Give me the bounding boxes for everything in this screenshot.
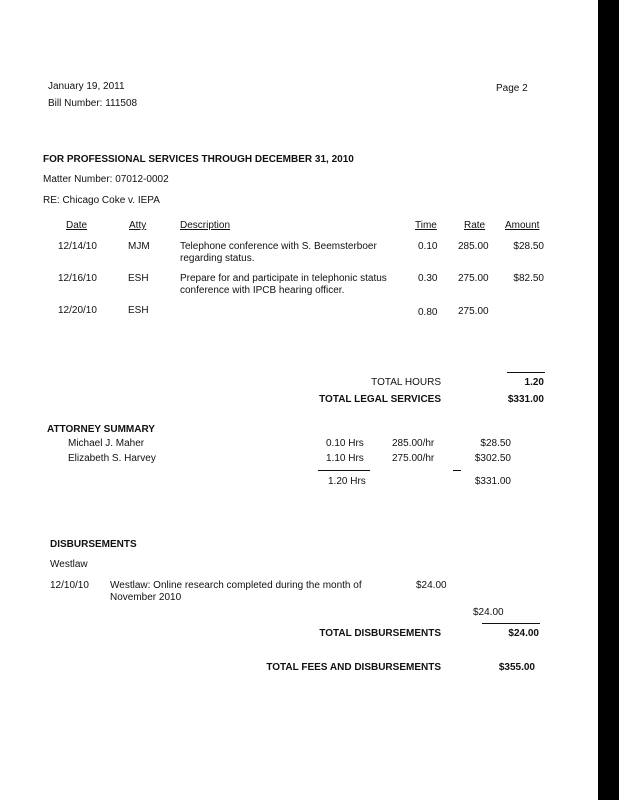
attorney-summary-heading: ATTORNEY SUMMARY [47,424,155,435]
attorney-hours: 0.10 Hrs [326,438,364,449]
entry-rate: 275.00 [458,306,489,317]
disbursements-heading: DISBURSEMENTS [50,539,137,550]
bill-number: Bill Number: 111508 [48,98,138,109]
attorney-amount: $302.50 [474,453,511,464]
attorney-amount: $28.50 [480,438,511,449]
entry-amount: $82.50 [513,273,544,284]
col-time: Time [415,220,437,231]
entry-time: 0.80 [418,307,438,318]
services-heading: FOR PROFESSIONAL SERVICES THROUGH DECEMBER 31, 2010 [43,154,354,165]
entry-time: 0.30 [418,273,438,284]
attorney-name: Michael J. Maher [68,438,145,449]
entry-rate: 285.00 [458,241,489,252]
col-date: Date [66,220,88,231]
disbursement-rule [482,623,540,624]
disbursement-description: Westlaw: Online research completed during the month of November 2010 [110,580,362,603]
total-disbursements-value: $24.00 [508,628,539,639]
attorney-name: Elizabeth S. Harvey [68,453,156,464]
entry-date: 12/14/10 [58,241,97,252]
total-hours-rule [507,372,545,373]
attorney-rate: 285.00/hr [392,438,435,449]
disbursement-amount: $24.00 [416,580,447,591]
disbursement-category: Westlaw [50,559,88,570]
matter-number: Matter Number: 07012-0002 [43,174,169,185]
total-hours-value: 1.20 [524,377,544,388]
grand-total-value: $355.00 [498,662,535,673]
matter-re: RE: Chicago Coke v. IEPA [43,195,160,206]
page-number: Page 2 [496,83,528,94]
entry-rate: 275.00 [458,273,489,284]
total-disbursements-label: TOTAL DISBURSEMENTS [319,628,441,639]
summary-amount-rule [453,470,461,471]
entry-time: 0.10 [418,241,438,252]
entry-atty: ESH [128,305,149,316]
entry-atty: MJM [128,241,150,252]
summary-hours-rule [318,470,370,471]
summary-total-hours: 1.20 Hrs [328,476,366,487]
entry-date: 12/20/10 [58,305,97,316]
entry-description: Prepare for and participate in telephonic status conference with IPCB hearing officer. [180,273,387,296]
disbursement-subtotal: $24.00 [473,607,504,618]
col-atty: Atty [129,220,147,231]
attorney-rate: 275.00/hr [392,453,435,464]
col-amount: Amount [505,220,540,231]
scan-edge-bar [598,0,619,800]
total-legal-value: $331.00 [507,394,544,405]
summary-total-amount: $331.00 [474,476,511,487]
attorney-hours: 1.10 Hrs [326,453,364,464]
entry-atty: ESH [128,273,149,284]
invoice-date: January 19, 2011 [48,81,125,92]
total-legal-label: TOTAL LEGAL SERVICES [319,394,441,405]
disbursement-date: 12/10/10 [50,580,89,591]
col-description: Description [180,220,231,231]
entry-date: 12/16/10 [58,273,97,284]
grand-total-label: TOTAL FEES AND DISBURSEMENTS [266,662,441,673]
col-rate: Rate [464,220,486,231]
total-hours-label: TOTAL HOURS [371,377,441,388]
entry-amount: $28.50 [513,241,544,252]
entry-description: Telephone conference with S. Beemsterboer regarding status. [180,241,377,264]
